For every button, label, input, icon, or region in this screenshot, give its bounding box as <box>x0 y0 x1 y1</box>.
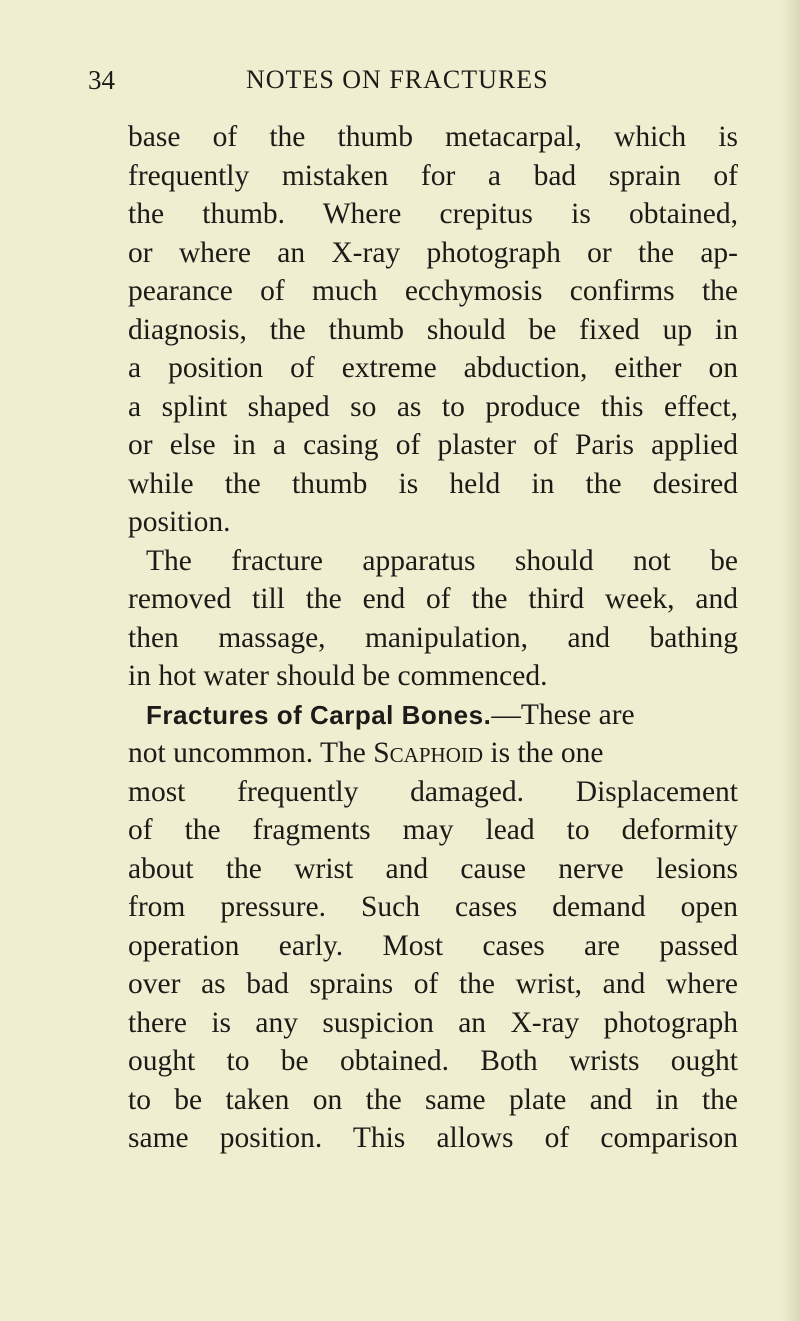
text-line: from pressure. Such cases demand open <box>128 891 738 923</box>
text-line: to be taken on the same plate and in the <box>128 1083 738 1116</box>
text-line: over as bad sprains of the wrist, and where <box>128 968 738 1000</box>
page-number: 34 <box>88 65 115 95</box>
text-line: or else in a casing of plaster of Paris applied <box>128 429 738 461</box>
text-line: ought to be obtained. Both wrists ought <box>128 1045 738 1077</box>
line-prefix: not uncommon. The <box>128 737 374 769</box>
page-edge-shadow <box>782 0 800 1321</box>
page-header <box>88 62 728 98</box>
small-caps-term: Scaphoid <box>373 737 484 769</box>
text-line: same position. This allows of comparison <box>128 1122 738 1154</box>
text-line: diagnosis, the thumb should be fixed up in <box>128 313 738 346</box>
section-heading: Fractures of Carpal Bones. <box>146 699 492 730</box>
text-line <box>128 734 738 773</box>
text-line: frequently mistaken for a bad sprain of <box>128 159 738 192</box>
text-line: base of the thumb metacarpal, which is <box>128 121 738 153</box>
body-text <box>128 118 738 1158</box>
paragraph-first-line: The fracture apparatus should not be <box>146 544 738 577</box>
section-first-line-text: —These are <box>491 698 635 731</box>
line-suffix: is the one <box>483 737 604 769</box>
text-line: a splint shaped so as to produce this effect, <box>128 390 738 423</box>
text-line: then massage, manipulation, and bathing <box>128 621 738 654</box>
text-line: of the fragments may lead to deformity <box>128 814 738 846</box>
text-line: position. <box>128 506 231 538</box>
text-line: or where an X-ray photograph or the ap- <box>128 236 738 269</box>
text-line: there is any suspicion an X-ray photograph <box>128 1006 738 1039</box>
text-line: the thumb. Where crepitus is obtained, <box>128 198 738 230</box>
text-line: operation early. Most cases are passed <box>128 929 738 962</box>
section-first-line <box>128 696 738 735</box>
text-line: pearance of much ecchymosis confirms the <box>128 275 738 307</box>
text-line: a position of extreme abduction, either on <box>128 352 738 384</box>
text-line: most frequently damaged. Displacement <box>128 775 738 808</box>
running-title: NOTES ON FRACTURES <box>246 65 549 94</box>
text-line: about the wrist and cause nerve lesions <box>128 852 738 885</box>
text-line: removed till the end of the third week, and <box>128 583 738 615</box>
text-line: while the thumb is held in the desired <box>128 467 738 500</box>
text-line: in hot water should be commenced. <box>128 660 548 692</box>
